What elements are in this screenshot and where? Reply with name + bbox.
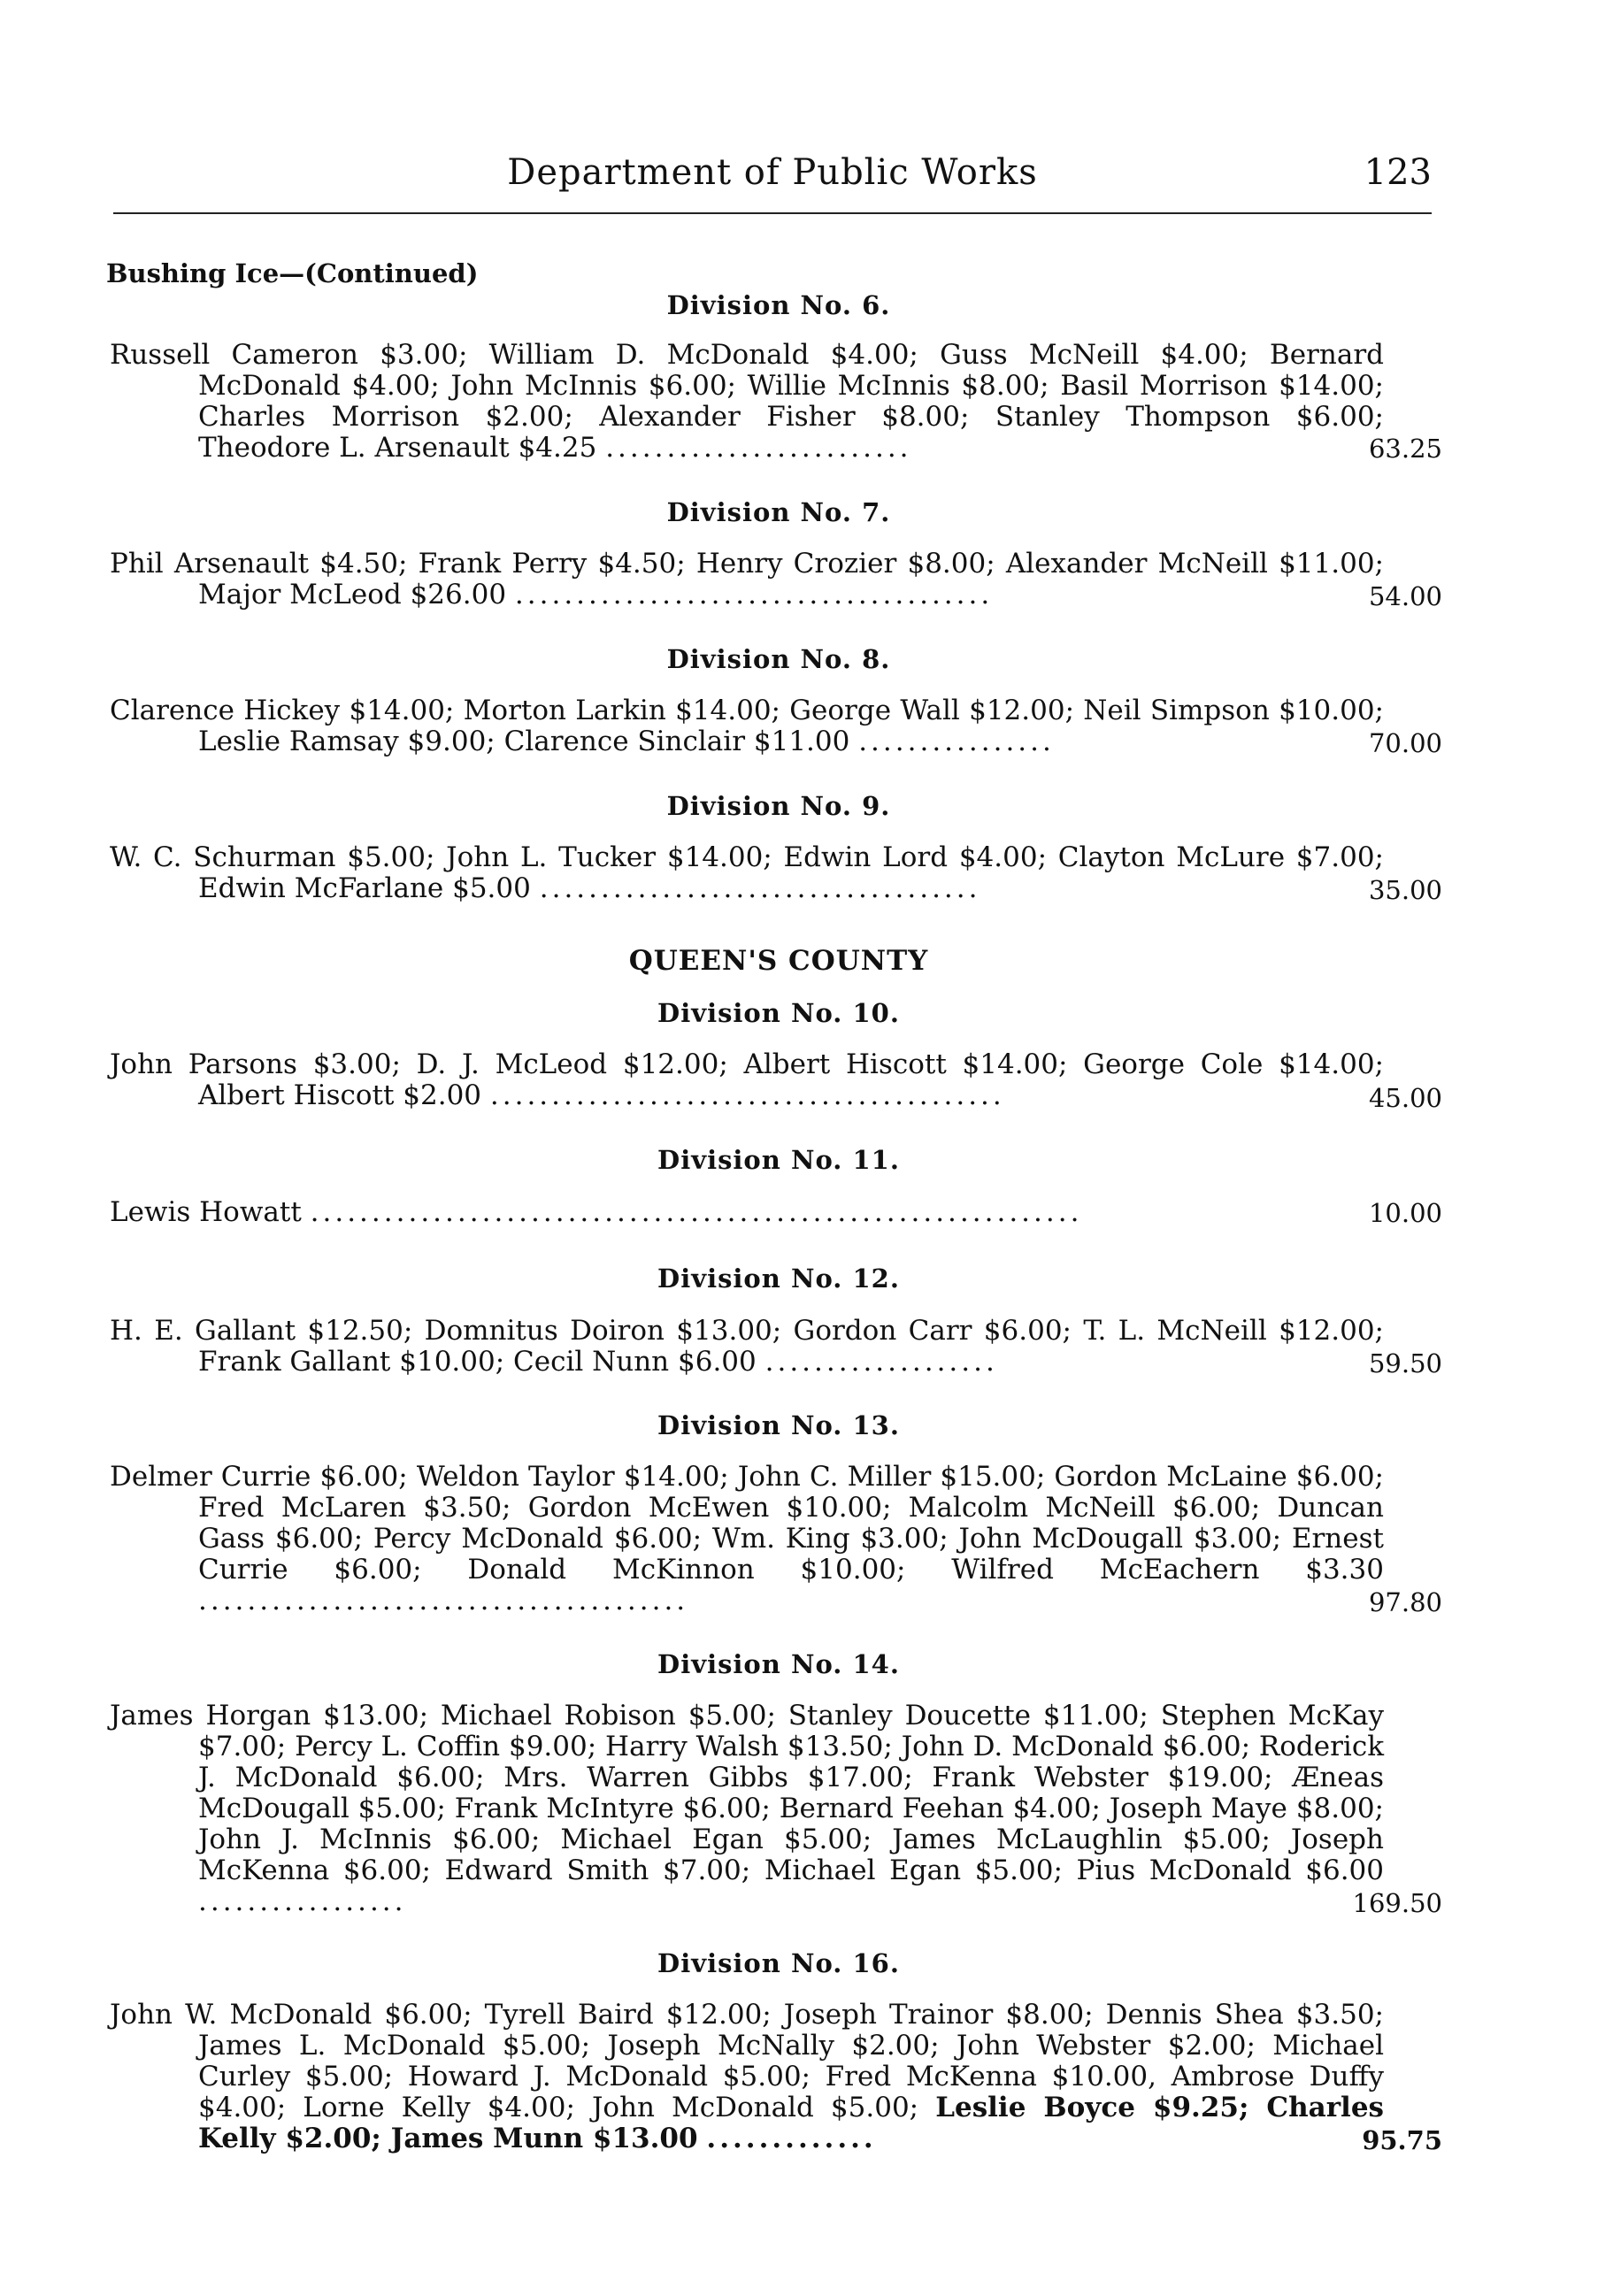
dot-leader: ................ [858, 726, 1055, 757]
division-heading: Division No. 6. [666, 290, 891, 320]
division-amount: 54.00 [1368, 581, 1442, 611]
division-entry [110, 1462, 1384, 1616]
dot-leader: ........................................ [198, 1585, 689, 1616]
division-entry [110, 1049, 1384, 1111]
division-entry [110, 340, 1384, 464]
division-amount: 35.00 [1368, 875, 1442, 905]
dot-leader: ............................................................... [310, 1196, 1083, 1228]
division-entry [110, 1316, 1384, 1378]
division-entry [110, 549, 1384, 610]
division-heading: Division No. 8. [666, 644, 891, 674]
division-amount: 70.00 [1368, 728, 1442, 758]
county-heading: QUEEN'S COUNTY [628, 945, 929, 977]
entry-text: Delmer Currie $6.00; Weldon Taylor $14.00; John C. Miller $15.00; Gordon McLaine $6.00; Fred McLaren $3.50; Gordon McEwen $10.00; Malcolm McNeill $6.00; Duncan Gass $6.00; Percy McDonald $6.00; Wm. King $3.00; John McDougall $3.00; Ernest Currie $6.00; Donald McKinnon $10.00; Wilfred McEachern $3.30 [110, 1461, 1384, 1586]
entry-text: John Parsons $3.00; D. J. McLeod $12.00; Albert Hiscott $14.00; George Cole $14.00; Albert Hiscott $2.00 [110, 1048, 1384, 1111]
division-entry [110, 842, 1384, 904]
division-heading: Division No. 14. [657, 1649, 900, 1679]
division-amount: 10.00 [1368, 1198, 1442, 1228]
division-heading: Division No. 9. [666, 791, 891, 821]
section-label: Bushing Ice—(Continued) [106, 258, 479, 288]
division-amount: 97.80 [1368, 1587, 1442, 1617]
dot-leader: .......................................... [489, 1079, 1005, 1111]
division-heading: Division No. 11. [657, 1145, 900, 1175]
division-amount: 95.75 [1362, 2125, 1442, 2155]
division-amount: 169.50 [1352, 1888, 1442, 1918]
page-number: 123 [1364, 152, 1432, 193]
division-entry [110, 695, 1384, 757]
division-entry [110, 2000, 1384, 2154]
division-heading: Division No. 16. [657, 1948, 900, 1978]
entry-text: Russell Cameron $3.00; William D. McDonald $4.00; Guss McNeill $4.00; Bernard McDonald $4.00; John McInnis $6.00; Willie McInnis $8.00; Basil Morrison $14.00; Charles Morrison $2.00; Alexander Fisher $8.00; Stanley Thompson $6.00; Theodore L. Arsenault $4.25 [110, 339, 1384, 464]
entry-text: James Horgan $13.00; Michael Robison $5.00; Stanley Doucette $11.00; Stephen McKay $7.00; Percy L. Coffin $9.00; Harry Walsh $13.50; John D. McDonald $6.00; Roderick J. McDonald $6.00; Mrs. Warren Gibbs $17.00; Frank Webster $19.00; Æneas McDougall $5.00; Frank McIntyre $6.00; Bernard Feehan $4.00; Joseph Maye $8.00; John J. McInnis $6.00; Michael Egan $5.00; James McLaughlin $5.00; Joseph McKenna $6.00; Edward Smith $7.00; Michael Egan $5.00; Pius McDonald $6.00 [110, 1700, 1384, 1886]
entry-text: Phil Arsenault $4.50; Frank Perry $4.50; Henry Crozier $8.00; Alexander McNeill $11.00; Major McLeod $26.00 [110, 548, 1384, 610]
entry-text: H. E. Gallant $12.50; Domnitus Doiron $13.00; Gordon Carr $6.00; T. L. McNeill $12.00; Frank Gallant $10.00; Cecil Nunn $6.00 [110, 1315, 1384, 1378]
division-entry [110, 1701, 1384, 1917]
dot-leader: ....................................... [514, 579, 994, 610]
entry-text: Clarence Hickey $14.00; Morton Larkin $14.00; George Wall $12.00; Neil Simpson $10.00; Leslie Ramsay $9.00; Clarence Sinclair $11.00 [110, 695, 1384, 757]
page-title: Department of Public Works [507, 152, 1038, 193]
division-heading: Division No. 10. [657, 998, 900, 1028]
dot-leader: ............. [706, 2123, 877, 2154]
dot-leader: ......................... [605, 432, 912, 464]
header-rule [113, 212, 1432, 214]
division-heading: Division No. 7. [666, 497, 891, 527]
division-amount: 59.50 [1368, 1348, 1442, 1378]
running-header [113, 152, 1432, 205]
division-amount: 45.00 [1368, 1083, 1442, 1113]
division-entry [110, 1197, 1384, 1228]
entry-text: John W. McDonald $6.00; Tyrell Baird $12.00; Joseph Trainor $8.00; Dennis Shea $3.50; James L. McDonald $5.00; Joseph McNally $2.00; John Webster $2.00; Michael Curley $5.00; Howard J. McDonald $5.00; Fred McKenna $10.00, Ambrose Duffy $4.00; Lorne Kelly $4.00; John McDonald $5.00; [110, 1999, 1384, 2123]
division-heading: Division No. 13. [657, 1410, 900, 1440]
dot-leader: ................. [198, 1885, 407, 1917]
entry-text: W. C. Schurman $5.00; John L. Tucker $14.00; Edwin Lord $4.00; Clayton McLure $7.00; Edwin McFarlane $5.00 [110, 841, 1384, 904]
dot-leader: .................................... [539, 872, 981, 904]
entry-text-bold: Leslie Boyce $9.25; Charles Kelly $2.00; James Munn $13.00 [198, 2092, 1384, 2154]
division-amount: 63.25 [1368, 434, 1442, 464]
division-heading: Division No. 12. [657, 1263, 900, 1294]
dot-leader: ................... [764, 1346, 998, 1378]
entry-text: Lewis Howatt [110, 1196, 302, 1228]
